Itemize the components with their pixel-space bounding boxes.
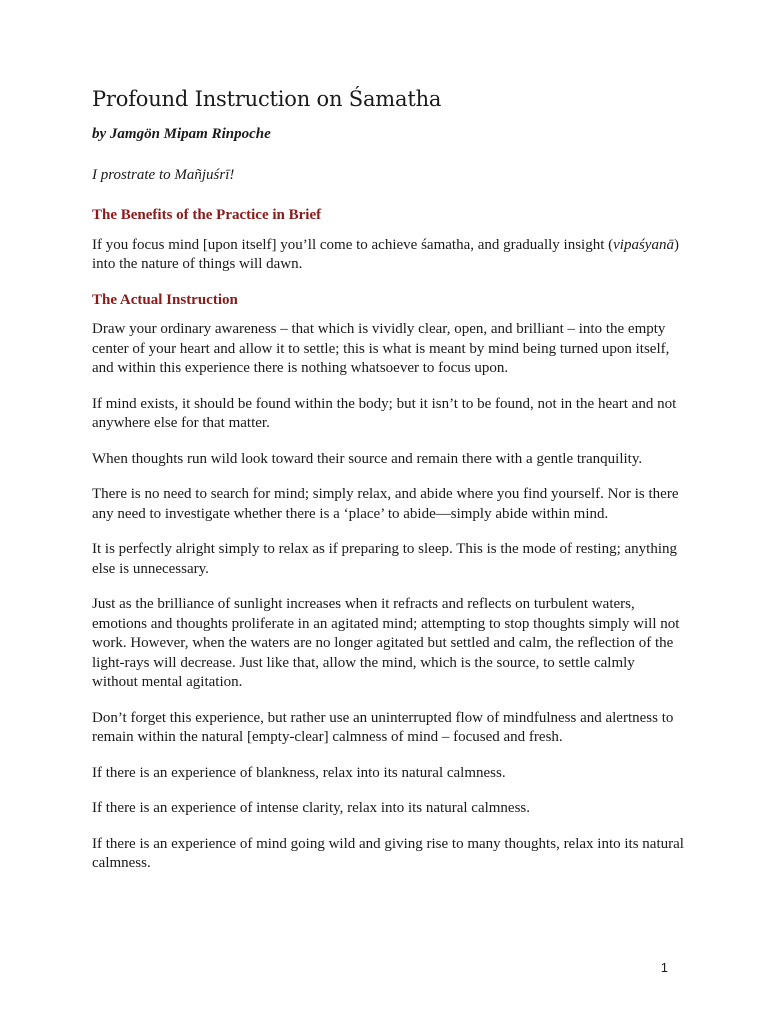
paragraph-instruction-10: If there is an experience of mind going wild and giving rise to many thoughts, relax into its natural calmness. (92, 835, 684, 872)
paragraph-instruction-1: Draw your ordinary awareness – that which is vividly clear, open, and brilliant – into the empty center of your heart and allow it to settle; this is what is meant by mind being turned upon itself, and within this experience there is nothing whatsoever to focus upon. (92, 321, 670, 377)
paragraph-instruction-2: If mind exists, it should be found within the body; but it isn’t to be found, not in the heart and not anywhere else for that matter. (92, 395, 677, 432)
paragraph-instruction-8: If there is an experience of blankness, relax into its natural calmness. (92, 764, 506, 781)
section-heading-instruction: The Actual Instruction (92, 291, 238, 308)
paragraph-instruction-3: When thoughts run wild look toward their source and remain there with a gentle tranquility. (92, 450, 643, 467)
author-byline: by Jamgön Mipam Rinpoche (92, 126, 271, 143)
paragraph-instruction-5: It is perfectly alright simply to relax as if preparing to sleep. This is the mode of resting; anything else is unnecessary. (92, 541, 678, 577)
paragraph-emphasis: vipaśyanā (613, 236, 674, 253)
document-title: Profound Instruction on Śamatha (92, 87, 442, 111)
page-number: 1 (660, 960, 668, 975)
paragraph-instruction-7: Don’t forget this experience, but rather use an uninterrupted flow of mindfulness and alertness to remain within the natural [empty-clear] calmness of mind – focused and fresh. (92, 709, 674, 746)
paragraph-instruction-9: If there is an experience of intense clarity, relax into its natural calmness. (92, 800, 531, 817)
document-page (92, 86, 684, 890)
section-heading-benefits: The Benefits of the Practice in Brief (92, 207, 322, 224)
paragraph-text: If you focus mind [upon itself] you’ll come to achieve śamatha, and gradually insight ( (92, 236, 614, 253)
invocation-line: I prostrate to Mañjuśrī! (92, 166, 235, 183)
paragraph-benefits (92, 236, 684, 275)
paragraph-instruction-6: Just as the brilliance of sunlight increases when it refracts and reflects on turbulent waters, emotions and thoughts proliferate in an agitated mind; attempting to stop thoughts simply will not work. However, when the waters are no longer agitated but settled and calm, the reflection of the light-rays will decrease. Just like that, allow the mind, which is the source, to settle calmly without mental agitation. (92, 596, 680, 691)
paragraph-instruction-4: There is no need to search for mind; simply relax, and abide where you find yourself. Nor is there any need to investigate whether there is a ‘place’ to abide—simply abide within mind. (92, 486, 679, 522)
paragraph-text: ) into the nature of things will dawn. (92, 236, 679, 273)
